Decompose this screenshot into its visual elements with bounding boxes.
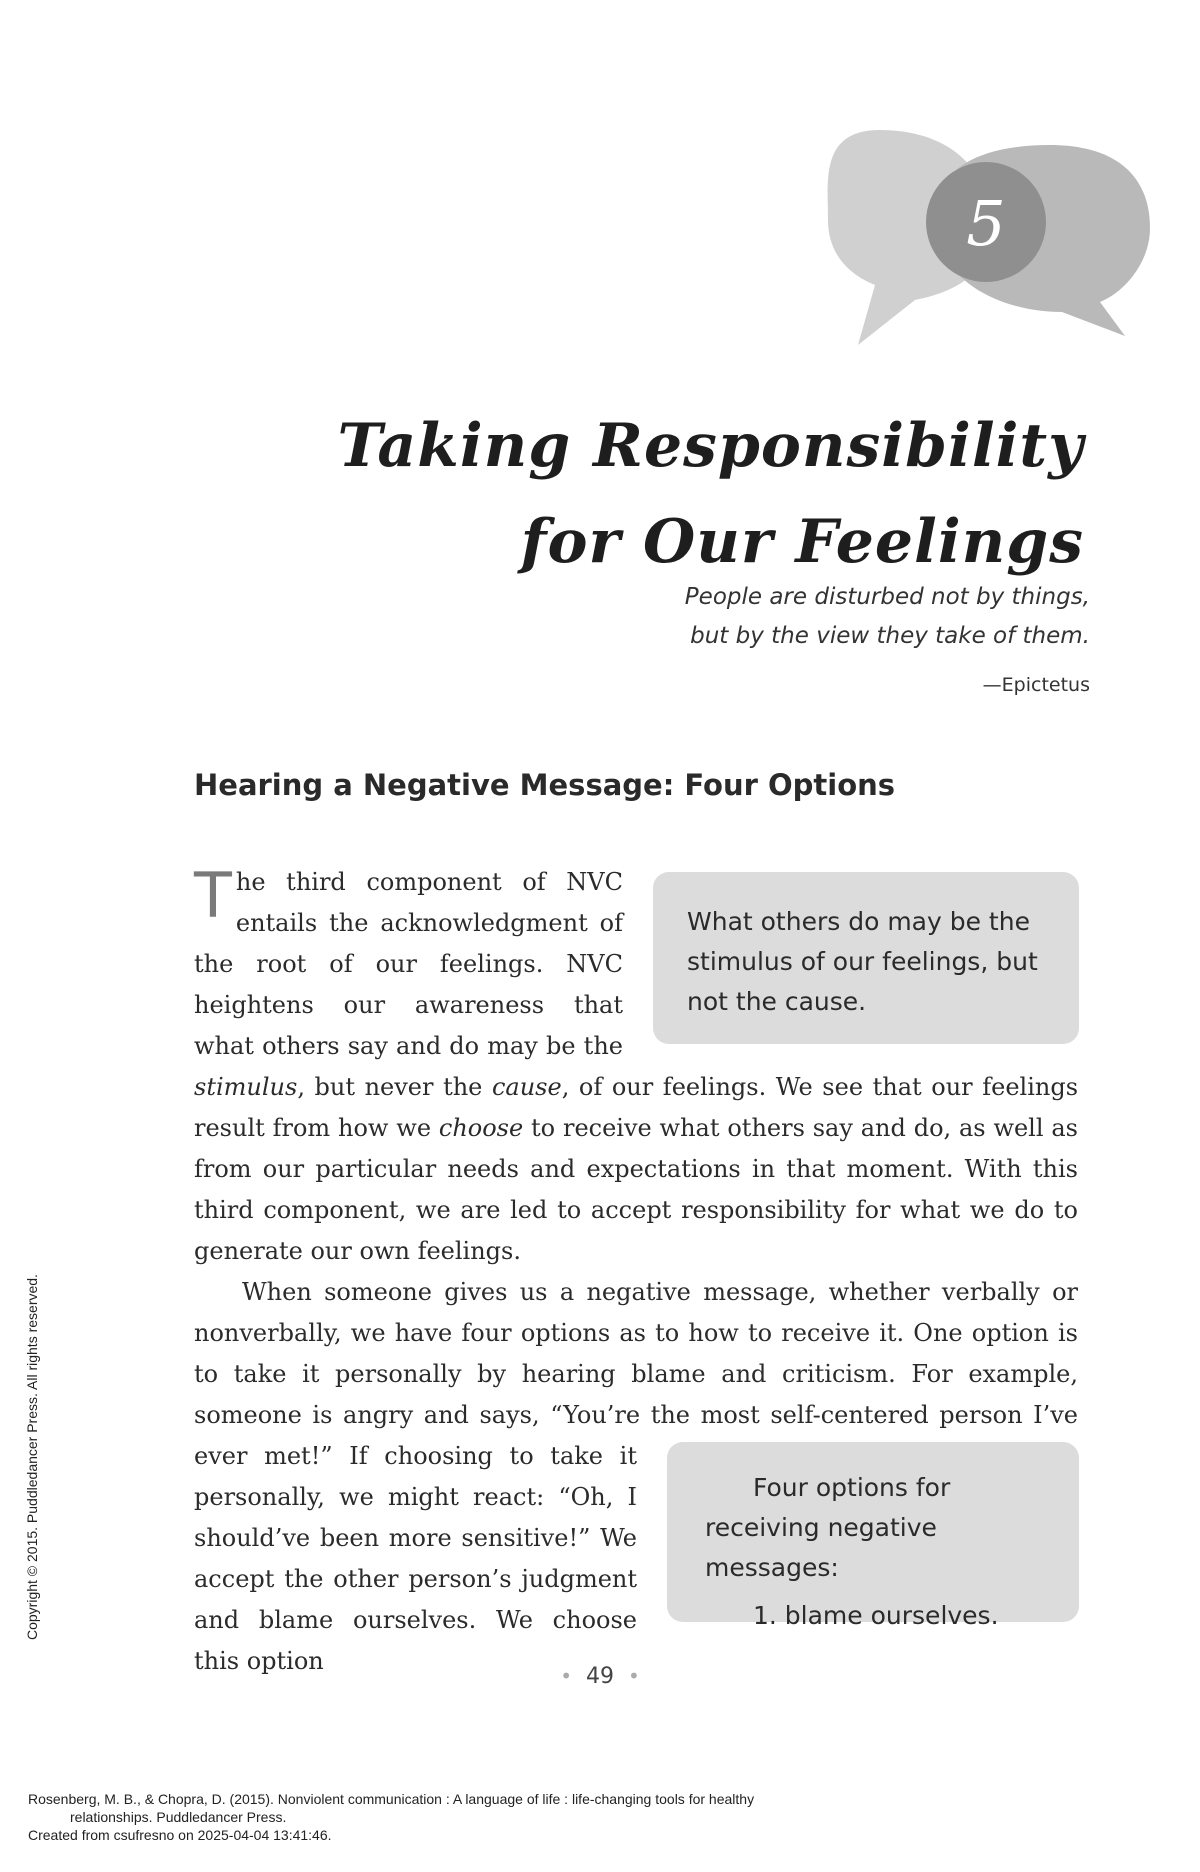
section-heading: Hearing a Negative Message: Four Options — [194, 768, 896, 802]
page-number-bullet-right: • — [628, 1664, 640, 1688]
copyright-notice: Copyright © 2015. Puddledancer Press. All rights reserved. — [24, 1274, 40, 1640]
pullquote-stimulus — [653, 872, 1079, 1044]
pullquote-stimulus-text: What others do may be the stimulus of our feelings, but not the cause. — [687, 907, 1038, 1016]
citation-line-2: relationships. Puddledancer Press. — [70, 1809, 287, 1825]
epigraph — [390, 578, 1090, 696]
body-text — [194, 859, 1079, 1682]
emphasis-cause: cause — [491, 1073, 562, 1101]
pullquote-four-options-heading: Four options for receiving negative messages: — [705, 1473, 951, 1582]
paragraph-2-text-a: When someone gives us a negative message, whether verbally or nonverbally, we have four options as to how to receive it. One option is to take it personally by hearing blame and criticism. For example, someone is angry and says, “You’re the most self-centered — [194, 1278, 1078, 1429]
chapter-title — [324, 398, 1084, 590]
paragraph-1-text-c: , of our feelings. We see that our feelings result from how we — [194, 1073, 1079, 1142]
citation-line-1: Rosenberg, M. B., & Chopra, D. (2015). Nonviolent communication : A language of life : life-changing tools for healthy — [28, 1791, 755, 1807]
paragraph-2 — [194, 1272, 1078, 1682]
epigraph-line-2: but by the view they take of them. — [690, 623, 1090, 649]
pullquote-four-options — [667, 1442, 1079, 1630]
pullquote-four-options-item-1: 1. blame ourselves. — [753, 1601, 999, 1630]
chapter-number: 5 — [966, 187, 1006, 260]
citation-line-3: Created from csufresno on 2025-04-04 13:41:46. — [28, 1827, 332, 1843]
paragraph-1-text-d: to receive what others say and do, as well as from our particular needs and expectations in that moment. With this third component, we are led to accept responsibility for what we do to generate our own feelings. — [194, 1114, 1078, 1265]
citation-footer — [28, 1790, 1128, 1844]
chapter-title-line-2: for Our Feelings — [520, 507, 1084, 578]
page-number-value: 49 — [586, 1664, 614, 1689]
epigraph-line-1: People are disturbed not by things, — [684, 584, 1090, 610]
drop-cap: T — [194, 859, 232, 932]
emphasis-choose: choose — [438, 1114, 524, 1142]
chapter-title-line-1: Taking Responsibility — [337, 411, 1084, 482]
paragraph-1-text-a: he third component of NVC entails the acknowledgment of the root of our feelings. NVC heightens our awareness that what others say and do may be the — [194, 868, 623, 1060]
paragraph-1-text-b: , but never the — [297, 1073, 492, 1101]
paragraph-2-text-b: person I’ve ever met!” If choosing to take it personally, we might react: “Oh, I should’ve been more sensitive!” We accept the other person’s judgment and blame ourselves. We choose this option — [194, 1401, 1079, 1675]
emphasis-stimulus: stimulus — [194, 1073, 298, 1101]
chapter-speech-bubbles — [0, 0, 1200, 400]
page-number-bullet-left: • — [560, 1664, 572, 1688]
page-number — [0, 1664, 1200, 1689]
epigraph-attribution: —Epictetus — [982, 674, 1090, 696]
